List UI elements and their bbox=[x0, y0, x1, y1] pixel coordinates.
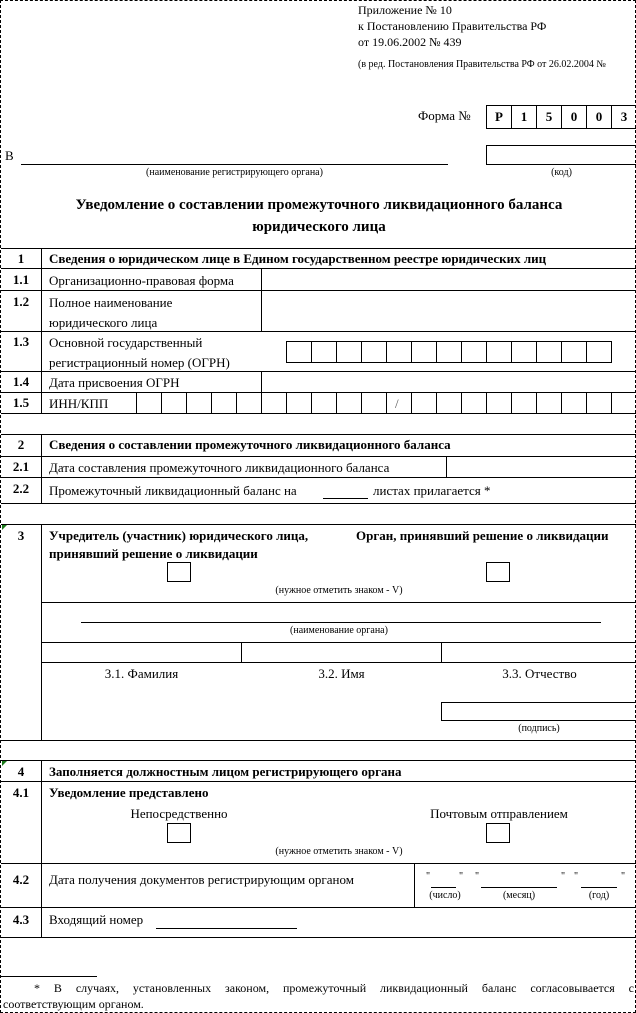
first-name-label: 3.2. Имя bbox=[318, 666, 365, 681]
row-2-2-label-after: листах прилагается * bbox=[373, 483, 491, 498]
row-2-2-number: 2.2 bbox=[12, 481, 30, 496]
code-caption: (код) bbox=[551, 167, 572, 178]
digit-cell[interactable] bbox=[462, 342, 487, 362]
divider bbox=[1, 434, 636, 435]
digit-cell[interactable] bbox=[512, 392, 537, 413]
row-1-2-label-line-1: Полное наименование bbox=[49, 295, 173, 310]
section-3-number: 3 bbox=[17, 528, 25, 543]
founder-option-line-2: принявший решение о ликвидации bbox=[49, 546, 258, 561]
patronymic-field[interactable] bbox=[442, 643, 636, 662]
mark-hint: (нужное отметить знаком - V) bbox=[275, 585, 403, 596]
digit-cell[interactable] bbox=[512, 342, 537, 362]
first-name-field[interactable] bbox=[242, 643, 441, 662]
founder-checkbox[interactable] bbox=[167, 562, 191, 582]
divider bbox=[1, 524, 636, 525]
divider bbox=[261, 371, 262, 392]
section-4-number: 4 bbox=[17, 764, 25, 779]
section-1-number: 1 bbox=[17, 251, 25, 266]
title-line-1: Уведомление о составлении промежуточного ликвидационного баланса bbox=[75, 197, 563, 213]
divider bbox=[42, 602, 636, 603]
row-1-3-number: 1.3 bbox=[12, 334, 30, 349]
year-field[interactable] bbox=[581, 887, 617, 888]
patronymic-label: 3.3. Отчество bbox=[502, 666, 577, 681]
mail-option-label: Почтовым отправлением bbox=[430, 806, 568, 821]
digit-cell[interactable] bbox=[437, 392, 462, 413]
form-number-cell: Р bbox=[487, 106, 512, 128]
day-quote-open: " bbox=[426, 871, 431, 882]
year-quote-close: " bbox=[621, 871, 626, 882]
inn-kpp-cells[interactable] bbox=[136, 392, 636, 413]
mark-hint: (нужное отметить знаком - V) bbox=[275, 846, 403, 857]
form-number-cell: 5 bbox=[537, 106, 562, 128]
row-1-5-number: 1.5 bbox=[12, 395, 30, 410]
divider bbox=[41, 434, 42, 503]
row-2-1-label: Дата составления промежуточного ликвидационного баланса bbox=[49, 460, 390, 475]
row-1-2-number: 1.2 bbox=[12, 294, 30, 309]
form-number-cell: 0 bbox=[587, 106, 612, 128]
decree-label: к Постановлению Правительства РФ bbox=[358, 19, 547, 33]
digit-cell[interactable] bbox=[312, 342, 337, 362]
form-number-cell: 1 bbox=[512, 106, 537, 128]
surname-label: 3.1. Фамилия bbox=[104, 666, 179, 681]
digit-cell[interactable] bbox=[337, 342, 362, 362]
divider bbox=[261, 268, 262, 290]
year-quote-open: " bbox=[574, 871, 579, 882]
row-1-4-number: 1.4 bbox=[12, 374, 30, 389]
ogrn-cells[interactable] bbox=[286, 341, 612, 363]
month-quote-close: " bbox=[561, 871, 566, 882]
divider bbox=[1, 863, 636, 864]
form-number-label: Форма № bbox=[418, 108, 471, 123]
balance-date-field[interactable] bbox=[447, 457, 636, 477]
digit-cell[interactable] bbox=[312, 392, 337, 413]
section-4-heading: Заполняется должностным лицом регистрирующего органа bbox=[49, 764, 402, 779]
appendix-label: Приложение № 10 bbox=[358, 3, 452, 17]
row-4-1-label: Уведомление представлено bbox=[49, 785, 209, 800]
year-caption: (год) bbox=[588, 890, 610, 901]
row-1-5-label: ИНН/КПП bbox=[49, 396, 109, 411]
month-quote-open: " bbox=[475, 871, 480, 882]
digit-cell[interactable] bbox=[487, 392, 512, 413]
signature-caption: (подпись) bbox=[518, 723, 560, 734]
edition-note: (в ред. Постановления Правительства РФ от 26.02.2004 № bbox=[358, 59, 606, 70]
month-field[interactable] bbox=[481, 887, 557, 888]
digit-cell[interactable] bbox=[287, 392, 312, 413]
form-number-cell: 3 bbox=[612, 106, 636, 128]
digit-cell[interactable] bbox=[537, 342, 562, 362]
divider bbox=[42, 662, 636, 663]
row-2-2-label-before: Промежуточный ликвидационный баланс на bbox=[49, 483, 297, 498]
divider bbox=[1, 477, 636, 478]
row-4-3-label: Входящий номер bbox=[49, 912, 144, 927]
digit-cell[interactable] bbox=[162, 392, 187, 413]
section-2-number: 2 bbox=[17, 437, 25, 452]
digit-cell[interactable] bbox=[212, 392, 237, 413]
row-4-2-label: Дата получения документов регистрирующим органом bbox=[49, 872, 354, 887]
section-1-heading: Сведения о юридическом лице в Едином государственном реестре юридических лиц bbox=[49, 251, 547, 266]
day-caption: (число) bbox=[429, 890, 461, 901]
divider bbox=[1, 413, 636, 414]
recipient-prefix: В bbox=[5, 148, 14, 163]
digit-cell[interactable] bbox=[262, 392, 287, 413]
divider bbox=[1, 937, 636, 938]
divider bbox=[41, 760, 42, 937]
divider bbox=[1, 503, 636, 504]
digit-cell[interactable] bbox=[412, 392, 437, 413]
section-2-heading: Сведения о составлении промежуточного ликвидационного баланса bbox=[49, 437, 451, 452]
row-4-3-number: 4.3 bbox=[12, 912, 30, 927]
digit-cell[interactable] bbox=[462, 392, 487, 413]
divider bbox=[41, 524, 42, 740]
digit-cell[interactable] bbox=[387, 342, 412, 362]
divider bbox=[446, 456, 447, 477]
divider bbox=[1, 248, 636, 249]
divider bbox=[1, 331, 636, 332]
day-quote-close: " bbox=[459, 871, 464, 882]
divider bbox=[1, 740, 636, 741]
digit-cell[interactable] bbox=[587, 342, 612, 362]
day-field[interactable] bbox=[431, 887, 456, 888]
digit-cell[interactable] bbox=[187, 392, 212, 413]
body-checkbox[interactable] bbox=[486, 562, 510, 582]
footnote-line-1: * В случаях, установленных законом, промежуточный ликвидационный баланс согласовывается с bbox=[34, 981, 634, 995]
registering-body-field[interactable] bbox=[21, 164, 448, 165]
footnote-line-2: соответствующим органом. bbox=[3, 997, 144, 1011]
inn-kpp-separator: / bbox=[395, 396, 399, 411]
registering-body-caption: (наименование регистрирующего органа) bbox=[146, 167, 323, 178]
direct-option-label: Непосредственно bbox=[130, 806, 228, 821]
title-line-2: юридического лица bbox=[252, 219, 386, 235]
divider bbox=[261, 290, 262, 331]
row-1-3-label-line-2: регистрационный номер (ОГРН) bbox=[49, 355, 230, 370]
row-4-1-number: 4.1 bbox=[12, 785, 30, 800]
row-2-1-number: 2.1 bbox=[12, 459, 30, 474]
body-option-label: Орган, принявший решение о ликвидации bbox=[356, 528, 609, 543]
surname-field[interactable] bbox=[42, 643, 241, 662]
form-number-cell: 0 bbox=[562, 106, 587, 128]
digit-cell[interactable] bbox=[287, 342, 312, 362]
digit-cell[interactable] bbox=[362, 342, 387, 362]
digit-cell[interactable] bbox=[412, 342, 437, 362]
month-caption: (месяц) bbox=[502, 890, 536, 901]
digit-cell[interactable] bbox=[587, 392, 612, 413]
code-field[interactable] bbox=[486, 145, 636, 165]
digit-cell[interactable] bbox=[387, 392, 412, 413]
digit-cell[interactable] bbox=[437, 342, 462, 362]
row-1-1-number: 1.1 bbox=[12, 272, 30, 287]
digit-cell[interactable] bbox=[537, 392, 562, 413]
row-4-2-number: 4.2 bbox=[12, 872, 30, 887]
body-name-caption: (наименование органа) bbox=[290, 625, 388, 636]
founder-option-line-1: Учредитель (участник) юридического лица, bbox=[49, 528, 309, 543]
page-title bbox=[1, 194, 636, 238]
incoming-number-field[interactable] bbox=[156, 928, 297, 929]
ogrn-date-field[interactable] bbox=[262, 372, 636, 392]
row-1-3-label-line-1: Основной государственный bbox=[49, 335, 203, 350]
digit-cell[interactable] bbox=[337, 392, 362, 413]
digit-cell[interactable] bbox=[137, 392, 162, 413]
divider bbox=[1, 760, 636, 761]
digit-cell[interactable] bbox=[487, 342, 512, 362]
mail-checkbox[interactable] bbox=[486, 823, 510, 843]
digit-cell[interactable] bbox=[237, 392, 262, 413]
digit-cell[interactable] bbox=[362, 392, 387, 413]
divider bbox=[414, 863, 415, 907]
digit-cell[interactable] bbox=[562, 342, 587, 362]
form-number-cells bbox=[486, 105, 636, 129]
footnote-separator bbox=[1, 976, 97, 977]
row-1-1-label: Организационно-правовая форма bbox=[49, 273, 234, 288]
divider bbox=[41, 248, 42, 413]
row-1-2-label-line-2: юридического лица bbox=[49, 315, 158, 330]
sheets-count-field[interactable] bbox=[323, 498, 368, 499]
body-name-field[interactable] bbox=[81, 622, 601, 623]
signature-field[interactable] bbox=[441, 702, 636, 721]
decree-date: от 19.06.2002 № 439 bbox=[358, 35, 462, 49]
legal-form-field[interactable] bbox=[262, 269, 636, 290]
direct-checkbox[interactable] bbox=[167, 823, 191, 843]
full-name-field[interactable] bbox=[262, 291, 636, 331]
digit-cell[interactable] bbox=[612, 392, 636, 413]
divider bbox=[1, 907, 636, 908]
row-1-4-label: Дата присвоения ОГРН bbox=[49, 375, 180, 390]
divider bbox=[1, 781, 636, 782]
digit-cell[interactable] bbox=[562, 392, 587, 413]
